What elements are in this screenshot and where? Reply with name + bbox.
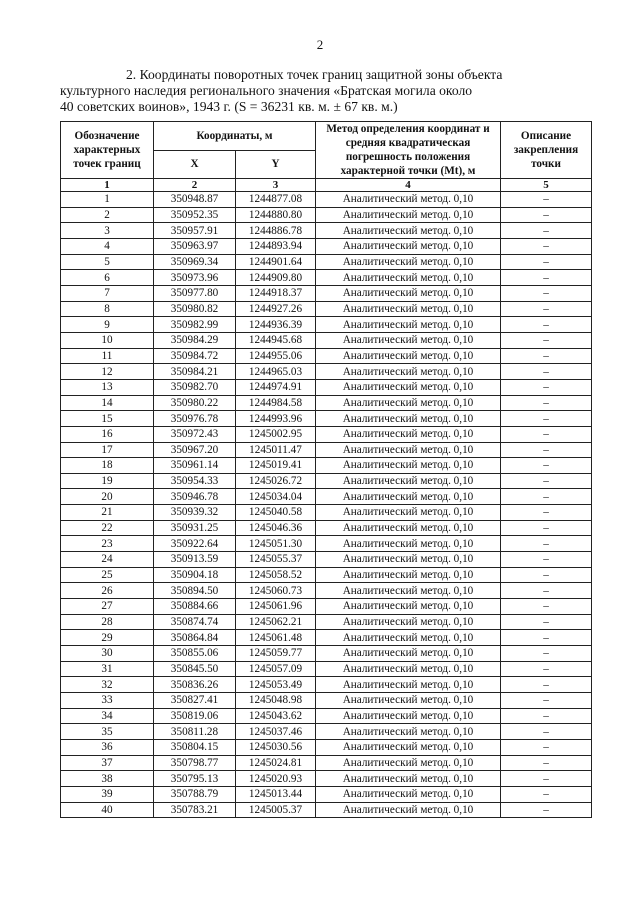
- x-coordinate: 350795.13: [154, 771, 236, 787]
- y-coordinate: 1245005.37: [236, 802, 316, 818]
- point-description: –: [501, 395, 592, 411]
- header-x: X: [154, 150, 236, 179]
- y-coordinate: 1245020.93: [236, 771, 316, 787]
- x-coordinate: 350967.20: [154, 442, 236, 458]
- point-description: –: [501, 301, 592, 317]
- point-number: 9: [61, 317, 154, 333]
- method-accuracy: Аналитический метод. 0,10: [316, 520, 501, 536]
- point-description: –: [501, 708, 592, 724]
- point-description: –: [501, 802, 592, 818]
- point-number: 20: [61, 489, 154, 505]
- y-coordinate: 1244945.68: [236, 332, 316, 348]
- table-row: [61, 207, 592, 223]
- table-row: [61, 192, 592, 208]
- point-number: 40: [61, 802, 154, 818]
- x-coordinate: 350904.18: [154, 567, 236, 583]
- point-description: –: [501, 270, 592, 286]
- point-number: 19: [61, 473, 154, 489]
- point-number: 38: [61, 771, 154, 787]
- method-accuracy: Аналитический метод. 0,10: [316, 489, 501, 505]
- point-number: 22: [61, 520, 154, 536]
- y-coordinate: 1245059.77: [236, 646, 316, 662]
- point-description: –: [501, 207, 592, 223]
- y-coordinate: 1245046.36: [236, 520, 316, 536]
- point-number: 8: [61, 301, 154, 317]
- point-number: 17: [61, 442, 154, 458]
- header-designation: Обозначение характерных точек границ: [61, 122, 154, 179]
- table-row: [61, 348, 592, 364]
- x-coordinate: 350931.25: [154, 520, 236, 536]
- page-number: 2: [316, 37, 324, 52]
- table-row: [61, 301, 592, 317]
- method-accuracy: Аналитический метод. 0,10: [316, 192, 501, 208]
- point-number: 25: [61, 567, 154, 583]
- table-row: [61, 395, 592, 411]
- table-row: [61, 520, 592, 536]
- point-number: 2: [61, 207, 154, 223]
- x-coordinate: 350977.80: [154, 285, 236, 301]
- table-row: [61, 646, 592, 662]
- x-coordinate: 350948.87: [154, 192, 236, 208]
- point-description: –: [501, 552, 592, 568]
- point-number: 13: [61, 379, 154, 395]
- method-accuracy: Аналитический метод. 0,10: [316, 599, 501, 615]
- method-accuracy: Аналитический метод. 0,10: [316, 614, 501, 630]
- point-number: 29: [61, 630, 154, 646]
- method-accuracy: Аналитический метод. 0,10: [316, 630, 501, 646]
- point-description: –: [501, 411, 592, 427]
- y-coordinate: 1245048.98: [236, 693, 316, 709]
- y-coordinate: 1245057.09: [236, 661, 316, 677]
- point-number: 18: [61, 458, 154, 474]
- point-number: 3: [61, 223, 154, 239]
- point-number: 23: [61, 536, 154, 552]
- point-number: 30: [61, 646, 154, 662]
- point-description: –: [501, 661, 592, 677]
- header-description: Описание закрепления точки: [501, 122, 592, 179]
- y-coordinate: 1244984.58: [236, 395, 316, 411]
- x-coordinate: 350984.72: [154, 348, 236, 364]
- method-accuracy: Аналитический метод. 0,10: [316, 317, 501, 333]
- table-row: [61, 270, 592, 286]
- y-coordinate: 1245055.37: [236, 552, 316, 568]
- y-coordinate: 1245024.81: [236, 755, 316, 771]
- method-accuracy: Аналитический метод. 0,10: [316, 270, 501, 286]
- coordinates-table: [60, 121, 592, 818]
- x-coordinate: 350982.99: [154, 317, 236, 333]
- point-number: 4: [61, 238, 154, 254]
- point-description: –: [501, 755, 592, 771]
- point-number: 15: [61, 411, 154, 427]
- x-coordinate: 350982.70: [154, 379, 236, 395]
- x-coordinate: 350969.34: [154, 254, 236, 270]
- heading-line-3: 40 советских воинов», 1943 г. (S = 36231 кв. м. ± 67 кв. м.): [60, 99, 398, 114]
- section-heading: [60, 67, 580, 115]
- x-coordinate: 350811.28: [154, 724, 236, 740]
- point-description: –: [501, 379, 592, 395]
- point-number: 10: [61, 332, 154, 348]
- y-coordinate: 1245037.46: [236, 724, 316, 740]
- method-accuracy: Аналитический метод. 0,10: [316, 661, 501, 677]
- point-description: –: [501, 520, 592, 536]
- method-accuracy: Аналитический метод. 0,10: [316, 708, 501, 724]
- y-coordinate: 1245040.58: [236, 505, 316, 521]
- x-coordinate: 350972.43: [154, 426, 236, 442]
- point-description: –: [501, 458, 592, 474]
- method-accuracy: Аналитический метод. 0,10: [316, 646, 501, 662]
- method-accuracy: Аналитический метод. 0,10: [316, 301, 501, 317]
- table-row: [61, 614, 592, 630]
- method-accuracy: Аналитический метод. 0,10: [316, 802, 501, 818]
- column-number-4: 4: [316, 179, 501, 192]
- y-coordinate: 1245002.95: [236, 426, 316, 442]
- point-number: 21: [61, 505, 154, 521]
- point-number: 34: [61, 708, 154, 724]
- x-coordinate: 350957.91: [154, 223, 236, 239]
- table-row: [61, 364, 592, 380]
- table-row: [61, 411, 592, 427]
- y-coordinate: 1244955.06: [236, 348, 316, 364]
- point-description: –: [501, 442, 592, 458]
- point-description: –: [501, 583, 592, 599]
- y-coordinate: 1244993.96: [236, 411, 316, 427]
- column-number-2: 2: [154, 179, 236, 192]
- column-number-3: 3: [236, 179, 316, 192]
- point-description: –: [501, 724, 592, 740]
- x-coordinate: 350864.84: [154, 630, 236, 646]
- x-coordinate: 350963.97: [154, 238, 236, 254]
- column-number-5: 5: [501, 179, 592, 192]
- method-accuracy: Аналитический метод. 0,10: [316, 739, 501, 755]
- y-coordinate: 1244880.80: [236, 207, 316, 223]
- method-accuracy: Аналитический метод. 0,10: [316, 755, 501, 771]
- y-coordinate: 1245060.73: [236, 583, 316, 599]
- x-coordinate: 350845.50: [154, 661, 236, 677]
- table-row: [61, 332, 592, 348]
- y-coordinate: 1245013.44: [236, 786, 316, 802]
- y-coordinate: 1245058.52: [236, 567, 316, 583]
- method-accuracy: Аналитический метод. 0,10: [316, 442, 501, 458]
- x-coordinate: 350984.21: [154, 364, 236, 380]
- table-row: [61, 802, 592, 818]
- y-coordinate: 1245019.41: [236, 458, 316, 474]
- y-coordinate: 1245030.56: [236, 739, 316, 755]
- table-row: [61, 473, 592, 489]
- table-row: [61, 379, 592, 395]
- x-coordinate: 350939.32: [154, 505, 236, 521]
- x-coordinate: 350976.78: [154, 411, 236, 427]
- y-coordinate: 1245043.62: [236, 708, 316, 724]
- point-description: –: [501, 646, 592, 662]
- table-row: [61, 755, 592, 771]
- point-description: –: [501, 238, 592, 254]
- table-row: [61, 285, 592, 301]
- table-row: [61, 630, 592, 646]
- y-coordinate: 1245061.48: [236, 630, 316, 646]
- method-accuracy: Аналитический метод. 0,10: [316, 693, 501, 709]
- y-coordinate: 1245026.72: [236, 473, 316, 489]
- point-description: –: [501, 614, 592, 630]
- header-method: Метод определения координат и средняя квадратическая погрешность положения характерной точки (Mt), м: [316, 122, 501, 179]
- point-number: 26: [61, 583, 154, 599]
- point-description: –: [501, 536, 592, 552]
- point-number: 7: [61, 285, 154, 301]
- method-accuracy: Аналитический метод. 0,10: [316, 238, 501, 254]
- x-coordinate: 350819.06: [154, 708, 236, 724]
- x-coordinate: 350913.59: [154, 552, 236, 568]
- y-coordinate: 1244909.80: [236, 270, 316, 286]
- method-accuracy: Аналитический метод. 0,10: [316, 677, 501, 693]
- point-description: –: [501, 677, 592, 693]
- method-accuracy: Аналитический метод. 0,10: [316, 583, 501, 599]
- x-coordinate: 350874.74: [154, 614, 236, 630]
- point-number: 28: [61, 614, 154, 630]
- point-description: –: [501, 223, 592, 239]
- table-row: [61, 317, 592, 333]
- table-row: [61, 583, 592, 599]
- x-coordinate: 350836.26: [154, 677, 236, 693]
- method-accuracy: Аналитический метод. 0,10: [316, 348, 501, 364]
- method-accuracy: Аналитический метод. 0,10: [316, 567, 501, 583]
- method-accuracy: Аналитический метод. 0,10: [316, 411, 501, 427]
- point-description: –: [501, 332, 592, 348]
- point-description: –: [501, 739, 592, 755]
- point-description: –: [501, 567, 592, 583]
- x-coordinate: 350884.66: [154, 599, 236, 615]
- table-row: [61, 254, 592, 270]
- point-description: –: [501, 489, 592, 505]
- point-number: 32: [61, 677, 154, 693]
- y-coordinate: 1245034.04: [236, 489, 316, 505]
- table-row: [61, 677, 592, 693]
- x-coordinate: 350952.35: [154, 207, 236, 223]
- point-number: 16: [61, 426, 154, 442]
- method-accuracy: Аналитический метод. 0,10: [316, 552, 501, 568]
- point-number: 37: [61, 755, 154, 771]
- point-number: 24: [61, 552, 154, 568]
- method-accuracy: Аналитический метод. 0,10: [316, 724, 501, 740]
- x-coordinate: 350827.41: [154, 693, 236, 709]
- x-coordinate: 350973.96: [154, 270, 236, 286]
- header-y: Y: [236, 150, 316, 179]
- point-number: 27: [61, 599, 154, 615]
- point-description: –: [501, 317, 592, 333]
- table-row: [61, 238, 592, 254]
- table-row: [61, 771, 592, 787]
- point-description: –: [501, 473, 592, 489]
- point-number: 39: [61, 786, 154, 802]
- y-coordinate: 1245011.47: [236, 442, 316, 458]
- method-accuracy: Аналитический метод. 0,10: [316, 207, 501, 223]
- method-accuracy: Аналитический метод. 0,10: [316, 285, 501, 301]
- method-accuracy: Аналитический метод. 0,10: [316, 332, 501, 348]
- table-row: [61, 426, 592, 442]
- x-coordinate: 350894.50: [154, 583, 236, 599]
- method-accuracy: Аналитический метод. 0,10: [316, 426, 501, 442]
- method-accuracy: Аналитический метод. 0,10: [316, 786, 501, 802]
- x-coordinate: 350788.79: [154, 786, 236, 802]
- point-number: 31: [61, 661, 154, 677]
- table-row: [61, 442, 592, 458]
- method-accuracy: Аналитический метод. 0,10: [316, 536, 501, 552]
- method-accuracy: Аналитический метод. 0,10: [316, 458, 501, 474]
- point-description: –: [501, 786, 592, 802]
- point-description: –: [501, 630, 592, 646]
- table-row: [61, 552, 592, 568]
- point-description: –: [501, 364, 592, 380]
- y-coordinate: 1244927.26: [236, 301, 316, 317]
- method-accuracy: Аналитический метод. 0,10: [316, 771, 501, 787]
- x-coordinate: 350855.06: [154, 646, 236, 662]
- table-row: [61, 599, 592, 615]
- method-accuracy: Аналитический метод. 0,10: [316, 473, 501, 489]
- point-number: 11: [61, 348, 154, 364]
- heading-line-1: 2. Координаты поворотных точек границ защитной зоны объекта: [126, 67, 503, 82]
- point-number: 6: [61, 270, 154, 286]
- point-description: –: [501, 505, 592, 521]
- x-coordinate: 350798.77: [154, 755, 236, 771]
- table-row: [61, 567, 592, 583]
- y-coordinate: 1244893.94: [236, 238, 316, 254]
- table-row: [61, 505, 592, 521]
- table-row: [61, 489, 592, 505]
- point-description: –: [501, 254, 592, 270]
- y-coordinate: 1245053.49: [236, 677, 316, 693]
- x-coordinate: 350954.33: [154, 473, 236, 489]
- y-coordinate: 1245062.21: [236, 614, 316, 630]
- point-number: 33: [61, 693, 154, 709]
- point-number: 35: [61, 724, 154, 740]
- point-number: 1: [61, 192, 154, 208]
- x-coordinate: 350980.22: [154, 395, 236, 411]
- y-coordinate: 1244936.39: [236, 317, 316, 333]
- point-description: –: [501, 192, 592, 208]
- table-row: [61, 724, 592, 740]
- point-description: –: [501, 348, 592, 364]
- x-coordinate: 350984.29: [154, 332, 236, 348]
- point-description: –: [501, 285, 592, 301]
- x-coordinate: 350946.78: [154, 489, 236, 505]
- y-coordinate: 1244965.03: [236, 364, 316, 380]
- table-row: [61, 458, 592, 474]
- header-coordinates: Координаты, м: [154, 122, 316, 151]
- table-row: [61, 708, 592, 724]
- y-coordinate: 1244974.91: [236, 379, 316, 395]
- table-row: [61, 536, 592, 552]
- y-coordinate: 1244886.78: [236, 223, 316, 239]
- y-coordinate: 1244918.37: [236, 285, 316, 301]
- method-accuracy: Аналитический метод. 0,10: [316, 505, 501, 521]
- method-accuracy: Аналитический метод. 0,10: [316, 364, 501, 380]
- method-accuracy: Аналитический метод. 0,10: [316, 254, 501, 270]
- table-row: [61, 693, 592, 709]
- y-coordinate: 1244901.64: [236, 254, 316, 270]
- x-coordinate: 350961.14: [154, 458, 236, 474]
- point-description: –: [501, 693, 592, 709]
- point-number: 5: [61, 254, 154, 270]
- method-accuracy: Аналитический метод. 0,10: [316, 395, 501, 411]
- table-row: [61, 661, 592, 677]
- x-coordinate: 350980.82: [154, 301, 236, 317]
- table-row: [61, 223, 592, 239]
- point-number: 36: [61, 739, 154, 755]
- x-coordinate: 350922.64: [154, 536, 236, 552]
- y-coordinate: 1244877.08: [236, 192, 316, 208]
- x-coordinate: 350804.15: [154, 739, 236, 755]
- heading-line-2: культурного наследия регионального значения «Братская могила около: [60, 83, 473, 98]
- table-row: [61, 786, 592, 802]
- point-description: –: [501, 426, 592, 442]
- column-number-1: 1: [61, 179, 154, 192]
- method-accuracy: Аналитический метод. 0,10: [316, 223, 501, 239]
- point-description: –: [501, 771, 592, 787]
- x-coordinate: 350783.21: [154, 802, 236, 818]
- y-coordinate: 1245051.30: [236, 536, 316, 552]
- point-number: 12: [61, 364, 154, 380]
- y-coordinate: 1245061.96: [236, 599, 316, 615]
- table-body: [61, 192, 592, 818]
- method-accuracy: Аналитический метод. 0,10: [316, 379, 501, 395]
- point-number: 14: [61, 395, 154, 411]
- point-description: –: [501, 599, 592, 615]
- table-row: [61, 739, 592, 755]
